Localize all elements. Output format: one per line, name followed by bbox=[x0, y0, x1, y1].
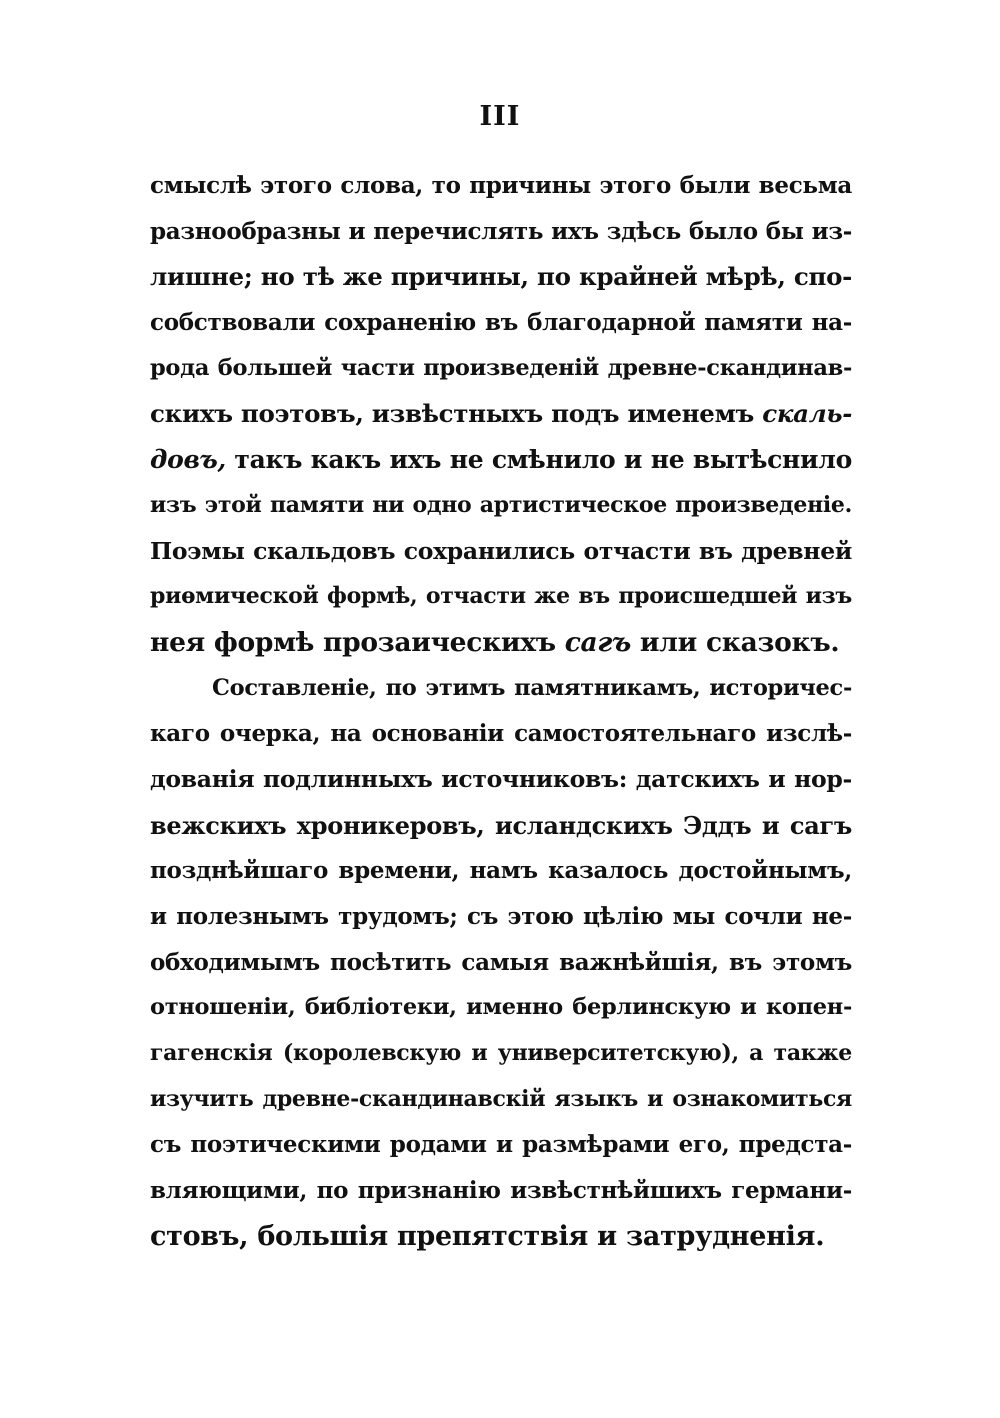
body-text bbox=[150, 163, 852, 1260]
paragraph-1 bbox=[150, 163, 852, 666]
italic-term-saga: сагъ bbox=[564, 626, 631, 658]
text-segment: или сказокъ. bbox=[631, 626, 840, 658]
text-segment: скихъ поэтовъ, извѣстныхъ подъ именемъ bbox=[150, 399, 763, 429]
text-line: изъ этой памяти ни одно артистическое произведеніе. bbox=[150, 491, 852, 518]
text-line bbox=[150, 620, 852, 666]
text-line: вляющими, по признанію извѣстнѣйшихъ германи- bbox=[150, 1177, 852, 1205]
text-line: позднѣйшаго времени, намъ казалось достойнымъ, bbox=[150, 857, 852, 885]
text-line: Поэмы скальдовъ сохранились отчасти въ древней bbox=[150, 536, 852, 565]
text-segment: такъ какъ ихъ не смѣнило и не вытѣснило bbox=[225, 445, 852, 475]
text-line: Составленіе, по этимъ памятникамъ, историчес- bbox=[212, 674, 852, 701]
text-line: отношеніи, библіотеки, именно берлинскую и копен- bbox=[150, 994, 852, 1021]
text-segment: нея формѣ прозаическихъ bbox=[150, 626, 565, 658]
text-line bbox=[150, 437, 852, 483]
italic-term-skald: скаль- bbox=[762, 399, 852, 429]
text-line: обходимымъ посѣтить самыя важнѣйшія, въ этомъ bbox=[150, 948, 852, 976]
text-line: каго очерка, на основаніи самостоятельнаго изслѣ- bbox=[150, 720, 852, 748]
text-line: и полезнымъ трудомъ; съ этою цѣлію мы сочли не- bbox=[150, 903, 852, 930]
text-line: рода большей части произведеній древне-скандинав- bbox=[150, 354, 852, 381]
italic-term-skald-cont: довъ, bbox=[150, 445, 226, 475]
text-line: гагенскія (королевскую и университетскую), а также bbox=[150, 1040, 852, 1067]
page-number: III bbox=[479, 101, 521, 132]
text-line: собствовали сохраненію въ благодарной памяти на- bbox=[150, 309, 852, 337]
text-line: стовъ, большія препятствія и затрудненія. bbox=[150, 1220, 825, 1252]
text-line: дованія подлинныхъ источниковъ: датскихъ и нор- bbox=[150, 764, 852, 793]
text-line: смыслѣ этого слова, то причины этого были весьма bbox=[150, 172, 852, 199]
paragraph-2 bbox=[150, 666, 852, 1260]
text-line: риѳмической формѣ, отчасти же въ происшедшей изъ bbox=[150, 583, 852, 610]
text-line: съ поэтическими родами и размѣрами его, предста- bbox=[150, 1131, 852, 1159]
text-line: вежскихъ хроникеровъ, исландскихъ Эддъ и сагъ bbox=[150, 810, 852, 840]
text-line: лишне; но тѣ же причины, по крайней мѣрѣ, спо- bbox=[150, 262, 852, 292]
text-line bbox=[150, 391, 852, 437]
text-line: изучить древне-скандинавскій языкъ и ознакомиться bbox=[150, 1085, 852, 1112]
text-line: разнообразны и перечислять ихъ здѣсь было бы из- bbox=[150, 217, 852, 245]
